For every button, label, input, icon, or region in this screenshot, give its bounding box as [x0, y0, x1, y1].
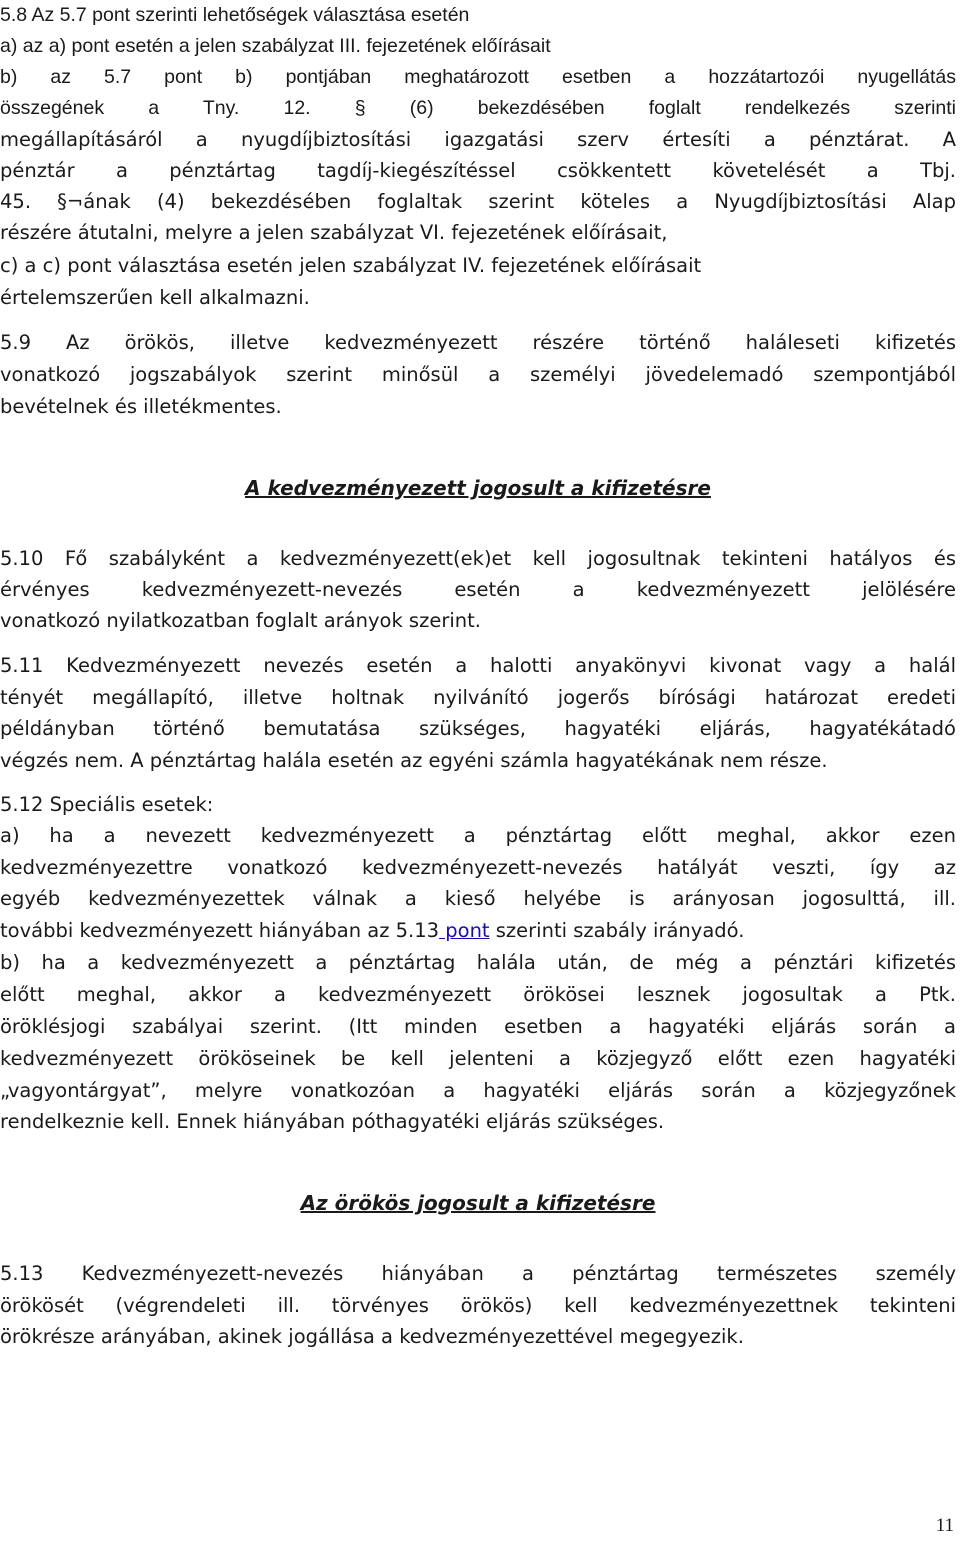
paragraph-5-10-line-2: érvényes kedvezményezett-nevezés esetén a kedvezményezett jelölésére — [0, 578, 956, 601]
paragraph-5-12-line-5 — [0, 915, 956, 946]
pont-link[interactable]: pont — [439, 919, 490, 942]
paragraph-5-12-line-3: kedvezményezettre vonatkozó kedvezményezett-nevezés hatályát veszti, így az — [0, 856, 956, 879]
paragraph-5-8-line-6: pénztár a pénztártag tagdíj-kiegészítéssel csökkentett követelését a Tbj. — [0, 159, 956, 182]
paragraph-5-13-line-2: örökösét (végrendeleti ill. törvényes örökös) kell kedvezményezettnek tekinteni — [0, 1294, 956, 1317]
paragraph-5-12-line-10: „vagyontárgyat”, melyre vonatkozóan a hagyatéki eljárás során a közjegyzőnek — [0, 1079, 956, 1102]
paragraph-5-12-line-7: előtt meghal, akkor a kedvezményezett örökösei lesznek jogosultak a Ptk. — [0, 983, 956, 1006]
paragraph-5-12-line-6: b) ha a kedvezményezett a pénztártag halála után, de még a pénztári kifizetés — [0, 951, 956, 974]
paragraph-5-8-line-5: megállapításáról a nyugdíjbiztosítási igazgatási szerv értesíti a pénztárat. A — [0, 128, 956, 151]
paragraph-5-8-line-3: b) az 5.7 pont b) pontjában meghatározott esetben a hozzátartozói nyugellátás — [0, 66, 956, 88]
paragraph-5-13-line-3: örökrésze arányában, akinek jogállása a kedvezményezettével megegyezik. — [0, 1325, 744, 1348]
paragraph-5-11-line-3: példányban történő bemutatása szükséges, hagyatéki eljárás, hagyatékátadó — [0, 717, 956, 740]
paragraph-5-11-line-2: tényét megállapító, illetve holtnak nyilvánító jogerős bírósági határozat eredeti — [0, 686, 956, 709]
paragraph-5-8-line-10: értelemszerűen kell alkalmazni. — [0, 286, 310, 309]
paragraph-5-12-line-5-end: szerinti szabály irányadó. — [489, 919, 745, 942]
section-heading-beneficiary: A kedvezményezett jogosult a kifizetésre — [245, 476, 711, 500]
paragraph-5-12-line-8: öröklésjogi szabályai szerint. (Itt minden esetben a hagyatéki eljárás során a — [0, 1015, 956, 1038]
paragraph-5-12-line-4: egyéb kedvezményezettek válnak a kieső helyébe is arányosan jogosulttá, ill. — [0, 887, 956, 910]
section-heading-heir: Az örökös jogosult a kifizetésre — [300, 1191, 656, 1215]
paragraph-5-12-line-2: a) ha a nevezett kedvezményezett a pénztártag előtt meghal, akkor ezen — [0, 824, 956, 847]
paragraph-5-11-line-4: végzés nem. A pénztártag halála esetén az egyéni számla hagyatékának nem része. — [0, 749, 828, 772]
paragraph-5-8-line-9: c) a c) pont választása esetén jelen szabályzat IV. fejezetének előírásait — [0, 254, 702, 277]
paragraph-5-12-line-1: 5.12 Speciális esetek: — [0, 793, 214, 816]
paragraph-5-11-line-1: 5.11 Kedvezményezett nevezés esetén a halotti anyakönyvi kivonat vagy a halál — [0, 654, 956, 677]
paragraph-5-12-line-5-start: további kedvezményezett hiányában az 5.13 — [0, 919, 440, 942]
paragraph-5-9-line-1: 5.9 Az örökös, illetve kedvezményezett részére történő haláleseti kifizetés — [0, 331, 956, 354]
paragraph-5-9-line-3: bevételnek és illetékmentes. — [0, 395, 282, 418]
paragraph-5-12-line-9: kedvezményezett örököseinek be kell jelenteni a közjegyző előtt ezen hagyatéki — [0, 1047, 956, 1070]
paragraph-5-9-line-2: vonatkozó jogszabályok szerint minősül a személyi jövedelemadó szempontjából — [0, 363, 956, 386]
paragraph-5-8-line-1: 5.8 Az 5.7 pont szerinti lehetőségek választása esetén — [0, 4, 470, 26]
paragraph-5-8-line-4: összegének a Tny. 12. § (6) bekezdésében foglalt rendelkezés szerinti — [0, 97, 956, 119]
paragraph-5-10-line-1: 5.10 Fő szabályként a kedvezményezett(ek)et kell jogosultnak tekinteni hatályos és — [0, 547, 956, 570]
page-number: 11 — [935, 1515, 954, 1536]
paragraph-5-8-line-8: részére átutalni, melyre a jelen szabályzat VI. fejezetének előírásait, — [0, 221, 668, 244]
paragraph-5-13-line-1: 5.13 Kedvezményezett-nevezés hiányában a pénztártag természetes személy — [0, 1262, 956, 1285]
paragraph-5-8-line-2: a) az a) pont esetén a jelen szabályzat III. fejezetének előírásait — [0, 35, 551, 57]
paragraph-5-10-line-3: vonatkozó nyilatkozatban foglalt arányok szerint. — [0, 609, 481, 632]
paragraph-5-12-line-11: rendelkeznie kell. Ennek hiányában póthagyatéki eljárás szükséges. — [0, 1110, 665, 1133]
paragraph-5-8-line-7: 45. §¬ának (4) bekezdésében foglaltak szerint köteles a Nyugdíjbiztosítási Alap — [0, 190, 956, 213]
